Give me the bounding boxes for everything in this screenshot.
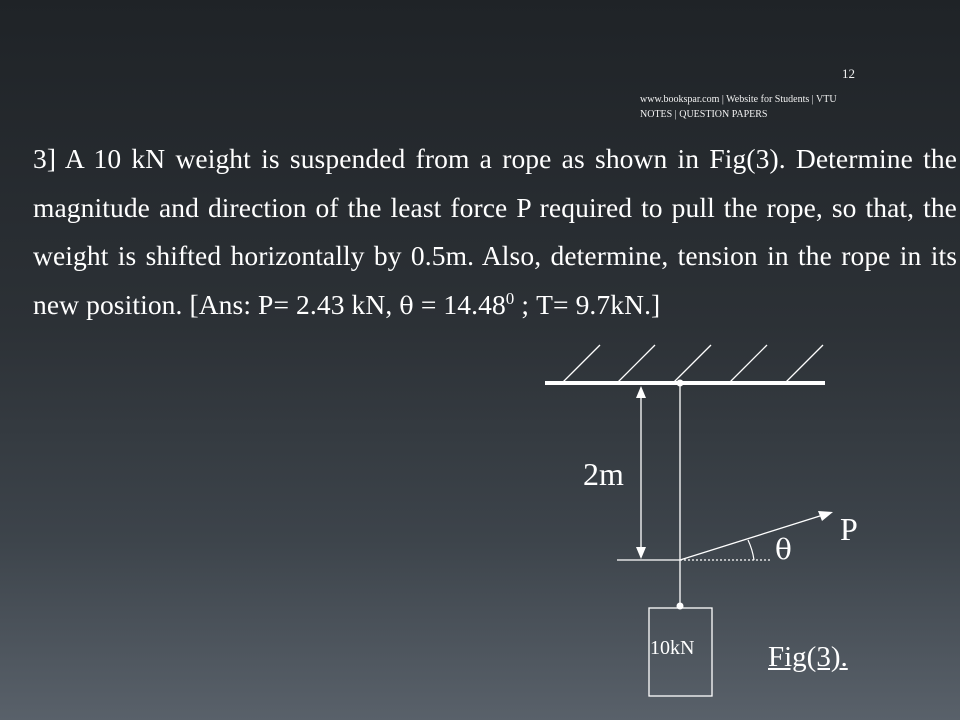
page-number: 12 bbox=[842, 66, 855, 81]
weight-label: 10kN bbox=[650, 637, 695, 659]
ceiling-hatch bbox=[563, 345, 823, 382]
support-pin bbox=[677, 380, 684, 387]
answer-angle: = 14.48 bbox=[413, 288, 506, 320]
angle-arc bbox=[748, 540, 754, 560]
dimension-arrow-top bbox=[636, 386, 646, 398]
theta-symbol: θ bbox=[399, 291, 414, 320]
figure-caption: Fig(3). bbox=[768, 641, 848, 673]
dimension-arrow-bottom bbox=[636, 547, 646, 559]
angle-label: θ bbox=[775, 533, 792, 566]
problem-text: 3] A 10 kN weight is suspended from a rope as shown in Fig(3). Determine the magnitude and direction of the least force P required to pull the rope, so that, the weight is shifted horizontally by 0.5m. Also, determine, tension in the rope in its new position. [Ans: P= 2.43 kN, bbox=[33, 143, 957, 320]
degree-superscript: 0 bbox=[505, 288, 515, 308]
watermark-text: www.bookspar.com | Website for Students | VTU NOTES | QUESTION PAPERS bbox=[640, 94, 837, 120]
height-label: 2m bbox=[583, 456, 624, 492]
force-p-arrowhead bbox=[818, 511, 833, 521]
force-label: P bbox=[840, 511, 858, 547]
force-p-line bbox=[680, 515, 823, 560]
answer-tension: ; T= 9.7kN.] bbox=[514, 288, 661, 320]
